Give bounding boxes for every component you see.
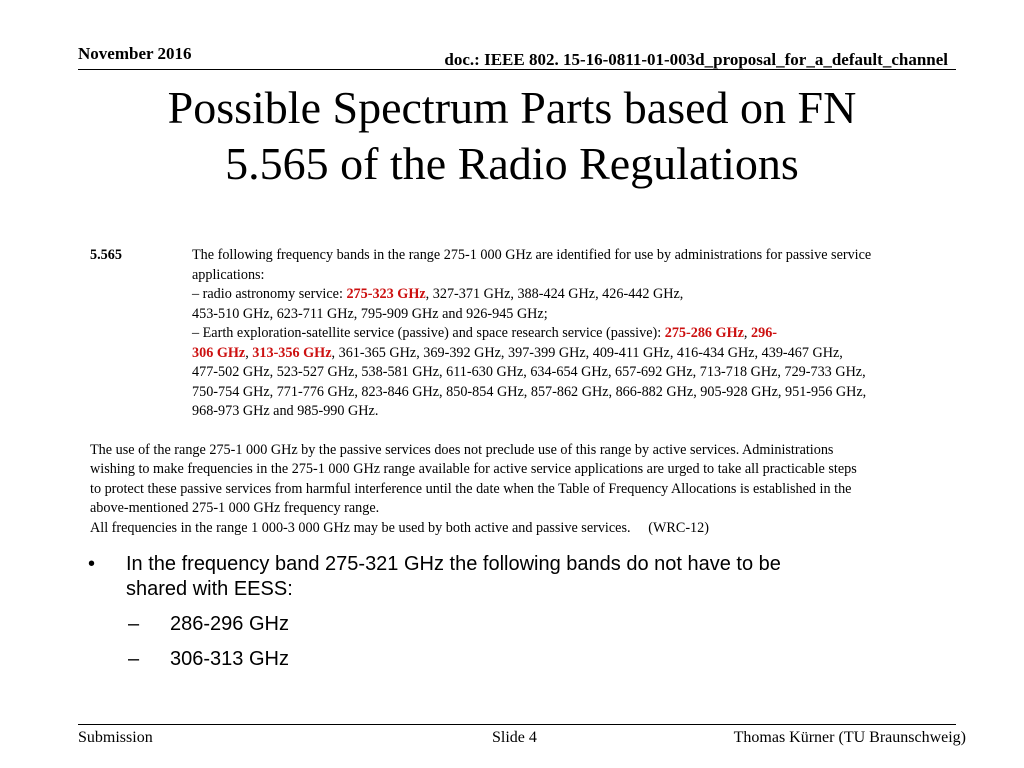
- footer-author: Thomas Kürner (TU Braunschweig): [733, 729, 966, 746]
- highlighted-band: 275-286 GHz: [664, 325, 744, 341]
- slide-title-line-2: 5.565 of the Radio Regulations: [225, 138, 799, 189]
- sub-bullet-item: [88, 647, 908, 672]
- highlighted-band: 275-323 GHz: [346, 286, 426, 302]
- bullet-text-line-1: In the frequency band 275-321 GHz the following bands do not have to be: [126, 553, 781, 575]
- note-line: All frequencies in the range 1 000-3 000 GHz may be used by both active and passive services. (WRC-12): [90, 519, 709, 536]
- bullet-marker: •: [88, 553, 96, 575]
- highlighted-band: 313-356 GHz: [252, 344, 332, 361]
- bullet-text-line-2: shared with EESS:: [126, 578, 293, 600]
- footnote-text: , 361-365 GHz, 369-392 GHz, 397-399 GHz, 409-411 GHz, 416-434 GHz, 439-467 GHz,: [331, 344, 843, 361]
- note-line: The use of the range 275-1 000 GHz by the passive services does not preclude use of this range by active services. Administrations: [90, 441, 834, 458]
- footnote-note: [90, 441, 950, 539]
- footnote-line: [192, 324, 950, 344]
- footnote-line: 750-754 GHz, 771-776 GHz, 823-846 GHz, 850-854 GHz, 857-862 GHz, 866-882 GHz, 905-928 GHz, 951-956 GHz,: [192, 383, 867, 400]
- slide-title: [64, 80, 960, 192]
- sub-bullet-text: 286-296 GHz: [170, 613, 289, 635]
- sub-bullet-text: 306-313 GHz: [170, 648, 289, 670]
- regulation-excerpt: [90, 246, 950, 538]
- note-line: wishing to make frequencies in the 275-1 000 GHz range available for active service applications are urged to take all practicable steps: [90, 461, 857, 477]
- footnote-text: ,: [743, 325, 752, 341]
- bullet-list: [88, 552, 908, 672]
- note-line: above-mentioned 275-1 000 GHz frequency range.: [90, 500, 380, 516]
- slide-title-line-1: Possible Spectrum Parts based on FN: [167, 82, 857, 133]
- sub-bullet-marker: –: [128, 613, 140, 635]
- footnote-line: [192, 285, 950, 305]
- footer-submission: Submission: [78, 729, 153, 746]
- header-doc-id: doc.: IEEE 802. 15-16-0811-01-003d_proposal_for_a_default_channel: [444, 50, 948, 69]
- sub-bullet-item: [88, 612, 908, 637]
- footnote-text: – Earth exploration-satellite service (passive) and space research service (passive):: [192, 325, 665, 341]
- footnote-line: 453-510 GHz, 623-711 GHz, 795-909 GHz and 926-945 GHz;: [192, 305, 548, 322]
- note-line: to protect these passive services from harmful interference until the date when the Table of Frequency Allocations is established in the: [90, 480, 852, 497]
- footnote-line: The following frequency bands in the range 275-1 000 GHz are identified for use by administrations for passive service: [192, 247, 872, 263]
- regulation-footnote: [90, 246, 950, 422]
- sub-bullet-marker: –: [128, 648, 140, 670]
- footer-divider: [78, 724, 956, 725]
- header-divider: [78, 69, 956, 70]
- footnote-line: applications:: [192, 266, 265, 283]
- footnote-line: 477-502 GHz, 523-527 GHz, 538-581 GHz, 611-630 GHz, 634-654 GHz, 657-692 GHz, 713-718 GHz, 729-733 GHz,: [192, 364, 866, 380]
- footnote-text: – radio astronomy service:: [192, 286, 347, 302]
- highlighted-band: 296-: [751, 325, 778, 341]
- header-date: November 2016: [78, 44, 192, 63]
- footnote-line: 968-973 GHz and 985-990 GHz.: [192, 403, 379, 419]
- bullet-item: [88, 552, 908, 602]
- footnote-line: [192, 344, 950, 364]
- highlighted-band: 306 GHz: [192, 344, 246, 361]
- footnote-text: , 327-371 GHz, 388-424 GHz, 426-442 GHz,: [425, 286, 684, 302]
- footnote-body: [192, 246, 950, 422]
- footer-slide-number: Slide 4: [492, 729, 537, 746]
- footnote-text: ,: [245, 344, 253, 361]
- footnote-number: 5.565: [90, 247, 122, 263]
